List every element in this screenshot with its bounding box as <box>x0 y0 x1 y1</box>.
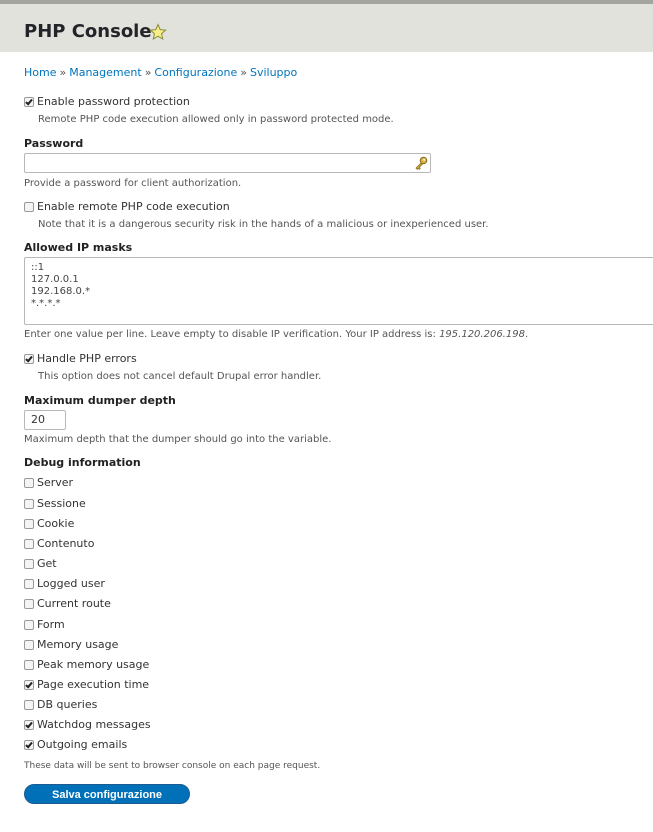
debug-label-current-route: Current route <box>37 597 111 610</box>
debug-label-watchdog-messages: Watchdog messages <box>37 718 151 731</box>
allowed-ip-description-text: Enter one value per line. Leave empty to disable IP verification. Your IP address is: <box>24 329 440 340</box>
dumper-depth-label: Maximum dumper depth <box>24 394 176 407</box>
debug-checkbox-get[interactable] <box>24 559 34 569</box>
debug-label-memory-usage: Memory usage <box>37 638 119 651</box>
debug-checkbox-page-execution-time[interactable] <box>24 680 34 690</box>
breadcrumb-management[interactable]: Management <box>69 66 142 79</box>
breadcrumb-configurazione[interactable]: Configurazione <box>154 66 238 79</box>
debug-checkbox-sessione[interactable] <box>24 499 34 509</box>
allowed-ip-label: Allowed IP masks <box>24 241 133 254</box>
debug-label-logged-user: Logged user <box>37 577 105 590</box>
password-input[interactable] <box>24 153 431 173</box>
allowed-ip-textarea[interactable] <box>24 257 653 325</box>
breadcrumb <box>24 66 297 80</box>
breadcrumb-separator: » <box>240 66 247 79</box>
password-protection-label: Enable password protection <box>37 95 190 108</box>
debug-label-peak-memory-usage: Peak memory usage <box>37 658 150 671</box>
php-errors-description: This option does not cancel default Drupal error handler. <box>38 371 322 382</box>
debug-label-contenuto: Contenuto <box>37 537 95 550</box>
debug-checkbox-current-route[interactable] <box>24 599 34 609</box>
save-configuration-button[interactable]: Salva configurazione <box>24 784 190 804</box>
dumper-depth-description: Maximum depth that the dumper should go into the variable. <box>24 434 332 445</box>
ip-line: ::1 <box>31 262 45 273</box>
password-protection-description: Remote PHP code execution allowed only in password protected mode. <box>38 114 394 125</box>
breadcrumb-sviluppo[interactable]: Sviluppo <box>249 66 298 79</box>
debug-info-label: Debug information <box>24 456 141 469</box>
debug-checkbox-watchdog-messages[interactable] <box>24 720 34 730</box>
star-icon[interactable] <box>149 23 167 41</box>
debug-info-note: These data will be sent to browser console on each page request. <box>24 761 321 771</box>
dumper-depth-input[interactable] <box>24 410 66 430</box>
allowed-ip-description <box>24 328 528 341</box>
debug-label-page-execution-time: Page execution time <box>37 678 150 691</box>
password-description: Provide a password for client authorization. <box>24 178 242 189</box>
debug-label-cookie: Cookie <box>37 517 75 530</box>
debug-checkbox-contenuto[interactable] <box>24 539 34 549</box>
debug-checkbox-server[interactable] <box>24 478 34 488</box>
debug-label-get: Get <box>37 557 57 570</box>
remote-execution-checkbox[interactable] <box>24 202 34 212</box>
php-errors-checkbox[interactable] <box>24 354 34 364</box>
debug-checkbox-memory-usage[interactable] <box>24 640 34 650</box>
allowed-ip-description-suffix: . <box>524 329 529 340</box>
password-protection-checkbox[interactable] <box>24 97 34 107</box>
debug-label-db-queries: DB queries <box>37 698 98 711</box>
remote-execution-label: Enable remote PHP code execution <box>37 200 230 213</box>
page-title: PHP Console <box>24 21 152 42</box>
dumper-depth-value: 20 <box>31 413 45 426</box>
ip-address: 195.120.206.198 <box>439 329 525 340</box>
debug-checkbox-form[interactable] <box>24 620 34 630</box>
breadcrumb-home[interactable]: Home <box>24 66 57 79</box>
debug-label-outgoing-emails: Outgoing emails <box>37 738 128 751</box>
password-label: Password <box>24 137 84 150</box>
debug-checkbox-peak-memory-usage[interactable] <box>24 660 34 670</box>
debug-label-sessione: Sessione <box>37 497 86 510</box>
ip-line: 192.168.0.* <box>31 286 91 297</box>
debug-checkbox-db-queries[interactable] <box>24 700 34 710</box>
php-errors-label: Handle PHP errors <box>37 352 137 365</box>
breadcrumb-separator: » <box>144 66 152 79</box>
ip-line: *.*.*.* <box>31 298 61 309</box>
breadcrumb-separator: » <box>59 66 67 79</box>
debug-checkbox-logged-user[interactable] <box>24 579 34 589</box>
key-icon <box>413 155 429 171</box>
debug-checkbox-outgoing-emails[interactable] <box>24 740 34 750</box>
remote-execution-description: Note that it is a dangerous security risk in the hands of a malicious or inexperienced user. <box>38 219 489 230</box>
debug-label-form: Form <box>37 618 65 631</box>
debug-label-server: Server <box>37 476 74 489</box>
debug-checkbox-cookie[interactable] <box>24 519 34 529</box>
ip-line: 127.0.0.1 <box>31 274 79 285</box>
